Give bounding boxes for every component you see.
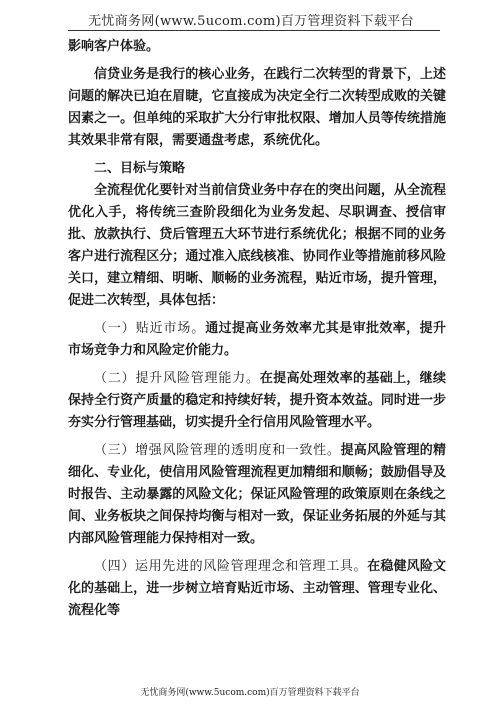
page-footer: 无忧商务网(www.5ucom.com)百万管理资料下载平台 xyxy=(140,688,360,698)
item-lead: （四）运用先进的风险管理理念和管理工具。 xyxy=(94,559,368,574)
item-risk-capability xyxy=(68,368,446,434)
page-header: 无忧商务网(www.5ucom.com)百万管理资料下载平台 xyxy=(88,14,414,29)
section-heading-goals: 二、目标与策略 xyxy=(94,161,186,176)
paragraph-credit-business: 信贷业务是我行的核心业务，在践行二次转型的背景下，上述问题的解决已迫在眉睫，它直接成为决定全行二次转型成败的关键因素之一。但单纯的采取扩大分行审批权限、增加人员等传统措施其效果非常有限，需要通盘考虑，系统优化。 xyxy=(68,67,446,148)
item-lead: （二）提升风险管理能力。 xyxy=(94,371,260,386)
item-text: 提高风险管理的精细化、专业化，使信用风险管理流程更加精细和顺畅；鼓励倡导及时报告、主动暴露的风险文化；保证风险管理的政策原则在条线之间、业务板块之间保持均衡与相对一致，保证业务拓展的外延与其内部风险管理能力保持相对一致。 xyxy=(68,443,446,546)
paragraph-process-optimization: 全流程优化要针对当前信贷业务中存在的突出问题，从全流程优化入手，将传统三查阶段细化为业务发起、尽职调查、授信审批、放款执行、贷后管理五大环节进行系统优化；根据不同的业务客户进行流程区分；通过准入底线核准、协同作业等措施前移风险关口，建立精细、明晰、顺畅的业务流程，贴近市场，提升管理，促进二次转型，具体包括： xyxy=(68,183,446,308)
item-transparency xyxy=(68,440,446,550)
item-lead: （一）贴近市场。 xyxy=(94,321,206,336)
item-text: 在稳健风险文化的基础上，进一步树立培育贴近市场、主动管理、管理专业化、流程化等 xyxy=(68,559,446,618)
item-lead: （三）增强风险管理的透明度和一致性。 xyxy=(94,443,341,458)
header-divider xyxy=(68,30,440,31)
item-text: 在提高处理效率的基础上，继续保持全行资产质量的稳定和持续好转，提升资本效益。同时进一步夯实分行管理基础，切实提升全行信用风险管理水平。 xyxy=(68,371,446,430)
item-text: 通过提高业务效率尤其是审批效率，提升市场竞争力和风险定价能力。 xyxy=(68,321,446,358)
paragraph-continuation: 影响客户体验。 xyxy=(68,39,160,54)
item-close-to-market xyxy=(68,318,446,362)
document-body xyxy=(68,36,446,622)
item-advanced-tools xyxy=(68,556,446,622)
